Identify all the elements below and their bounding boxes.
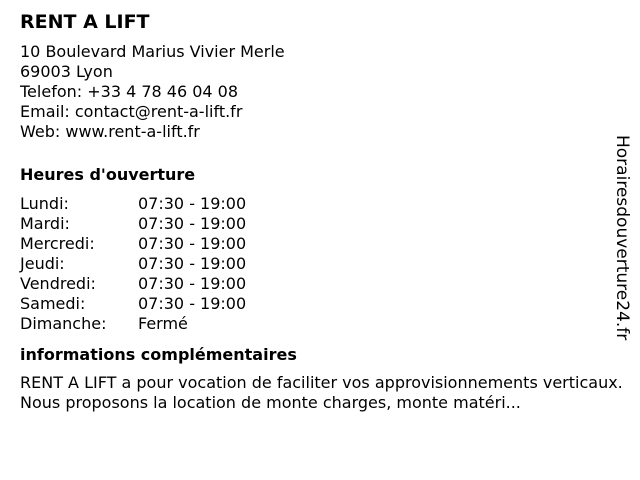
hours-row-thursday [20, 254, 620, 274]
hours-day: Samedi: [20, 294, 86, 313]
hours-day: Mardi: [20, 214, 70, 233]
hours-table [20, 194, 620, 334]
hours-row-monday [20, 194, 620, 214]
business-name: RENT A LIFT [20, 11, 150, 33]
hours-heading: Heures d'ouverture [20, 165, 196, 184]
hours-row-friday [20, 274, 620, 294]
hours-time: 07:30 - 19:00 [138, 274, 247, 293]
web-line: Web: www.rent-a-lift.fr [20, 122, 200, 141]
hours-time: 07:30 - 19:00 [138, 294, 247, 313]
hours-day: Lundi: [20, 194, 69, 213]
hours-time: 07:30 - 19:00 [138, 254, 247, 273]
email-line: Email: contact@rent-a-lift.fr [20, 102, 243, 121]
info-description: RENT A LIFT a pour vocation de faciliter vos approvisionnements verticaux. Nous proposons la location de monte charges, monte matéri... [20, 373, 623, 412]
hours-day: Jeudi: [20, 254, 65, 273]
hours-time: 07:30 - 19:00 [138, 234, 247, 253]
address-city: 69003 Lyon [20, 62, 113, 81]
info-heading: informations complémentaires [20, 345, 297, 364]
hours-row-sunday [20, 314, 620, 334]
hours-row-wednesday [20, 234, 620, 254]
hours-time: 07:30 - 19:00 [138, 194, 247, 213]
hours-day: Vendredi: [20, 274, 96, 293]
address-street: 10 Boulevard Marius Vivier Merle [20, 42, 285, 61]
hours-time: 07:30 - 19:00 [138, 214, 247, 233]
hours-day: Mercredi: [20, 234, 95, 253]
hours-row-tuesday [20, 214, 620, 234]
contact-block [20, 42, 620, 142]
hours-row-saturday [20, 294, 620, 314]
hours-time: Fermé [138, 314, 188, 333]
phone-line: Telefon: +33 4 78 46 04 08 [20, 82, 239, 101]
site-watermark: Horairesdouverture24.fr [612, 135, 632, 341]
hours-day: Dimanche: [20, 314, 107, 333]
